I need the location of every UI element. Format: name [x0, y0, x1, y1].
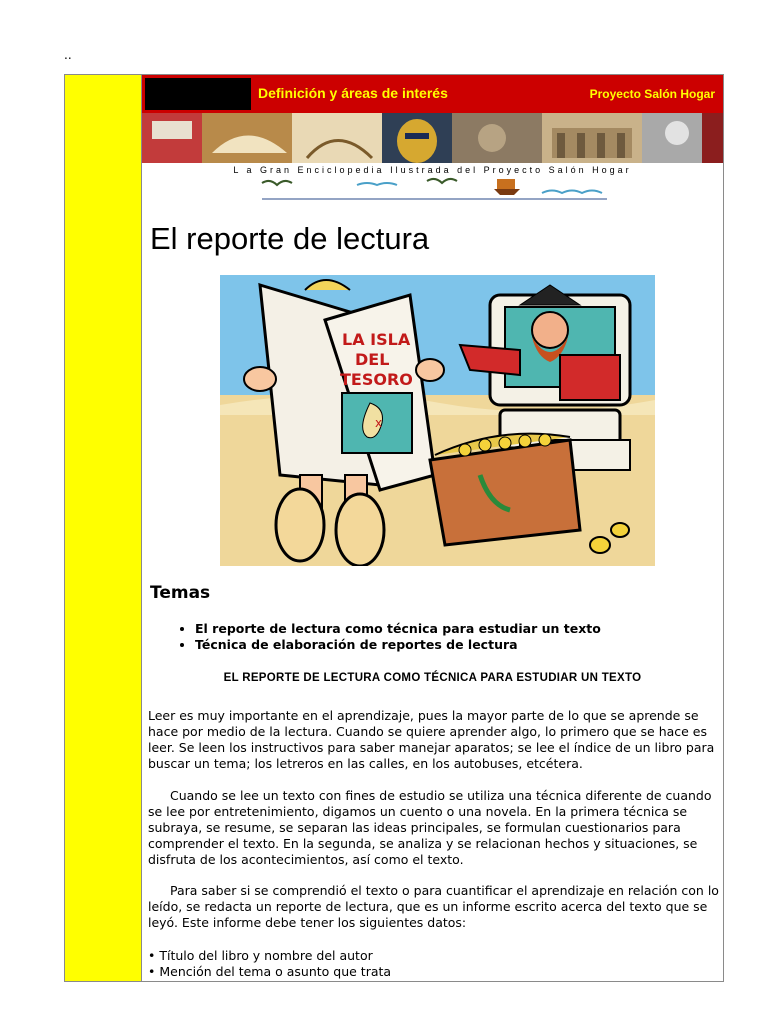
svg-text:x: x — [375, 416, 383, 430]
bullet-item: • Título del libro y nombre del autor — [148, 948, 373, 963]
banner-black-box — [145, 78, 251, 110]
topics-list — [150, 621, 601, 653]
banner-title: Definición y áreas de interés — [258, 85, 448, 101]
header-collage-image — [142, 113, 723, 163]
topic-item: • Técnica de elaboración de reportes de lectura — [195, 637, 601, 653]
banner-subtitle: L a Gran Enciclopedia Ilustrada del Proyecto Salón Hogar — [233, 165, 632, 175]
book-title-line-3: TESORO — [340, 370, 413, 389]
topic-item: • El reporte de lectura como técnica para estudiar un texto — [195, 621, 601, 637]
bullet-item: • Mención del tema o asunto que trata — [148, 964, 392, 979]
treasure-island-illustration — [220, 275, 655, 566]
book-title-line-1: LA ISLA — [342, 330, 411, 349]
yellow-sidebar — [65, 75, 142, 981]
paragraph-2: Cuando se lee un texto con fines de estudio se utiliza una técnica diferente de cuando se lee por entretenimiento, digamos un cuento o una novela. En la primera técnica se subraya, se resume, se separan las ideas principales, se formulan cuestionarios para comprender el texto. En la segunda, se analiza y se relacionan hechos y situaciones, se disfruta de los acontecimientos, así como el texto. — [148, 788, 712, 867]
page-frame — [64, 74, 724, 982]
section-heading: EL REPORTE DE LECTURA COMO TÉCNICA PARA ESTUDIAR UN TEXTO — [223, 672, 642, 684]
banner-site-name: Proyecto Salón Hogar — [589, 87, 715, 101]
paragraph-3: Para saber si se comprendió el texto o para cuantificar el aprendizaje en relación con lo leído, se redacta un reporte de lectura, que es un informe escrito acerca del texto que se leyó. Este informe debe tener los siguientes datos: — [148, 883, 719, 930]
topics-heading: Temas — [150, 583, 211, 603]
decorative-bird-line — [142, 175, 723, 201]
data-bullets — [148, 948, 723, 980]
book-title-line-2: DEL — [355, 350, 390, 369]
page-dots: .. — [64, 48, 72, 62]
page-title: El reporte de lectura — [150, 221, 430, 256]
header-banner — [142, 75, 723, 113]
main-content — [142, 75, 723, 981]
paragraph-1: Leer es muy importante en el aprendizaje, pues la mayor parte de lo que se aprende se hace por medio de la lectura. Cuando se quiere aprender algo, lo primero que se hace es leer. Se leen los instructivos para saber manejar aparatos; se lee el índice de un libro para buscar un tema; los letreros en las calles, en los autobuses, etcétera. — [148, 708, 715, 771]
